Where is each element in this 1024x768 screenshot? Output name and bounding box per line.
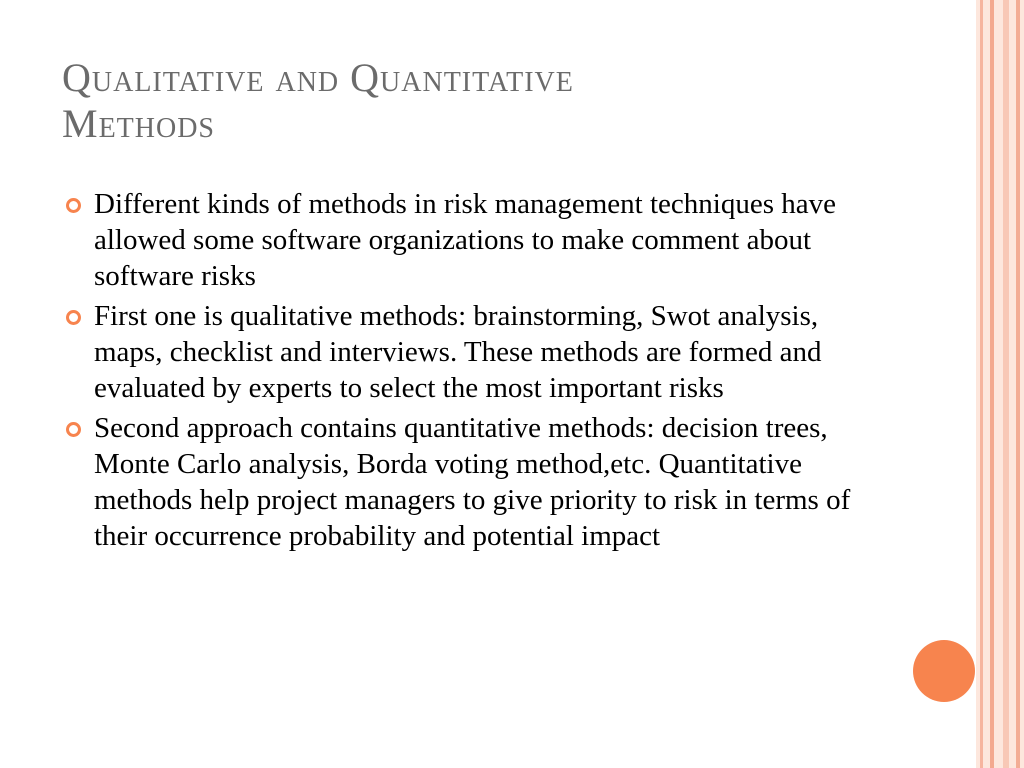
bullet-item — [62, 410, 882, 554]
bullet-text: Different kinds of methods in risk management techniques have allowed some software organizations to make comment about software risks — [94, 188, 836, 292]
bullet-text: Second approach contains quantitative methods: decision trees, Monte Carlo analysis, Borda voting method,etc. Quantitative methods help project managers to give priority to risk in terms of their occurrence probability and potential impact — [94, 412, 851, 552]
decorative-stripe — [1003, 0, 1009, 768]
bullet-list — [62, 186, 882, 558]
decorative-stripe — [990, 0, 994, 768]
circle-bullet-icon — [66, 310, 81, 325]
bullet-item — [62, 298, 882, 406]
decorative-stripe — [1016, 0, 1020, 768]
slide-title-line-2: Methods — [62, 101, 216, 146]
decorative-circle — [913, 640, 975, 702]
circle-bullet-icon — [66, 198, 81, 213]
bullet-item — [62, 186, 882, 294]
slide-title-line-1: Qualitative and Quantitative — [62, 55, 574, 100]
decorative-stripe — [980, 0, 983, 768]
circle-bullet-icon — [66, 422, 81, 437]
slide-title — [62, 55, 862, 147]
bullet-text: First one is qualitative methods: brainstorming, Swot analysis, maps, checklist and interviews. These methods are formed and evaluated by experts to select the most important risks — [94, 300, 822, 404]
